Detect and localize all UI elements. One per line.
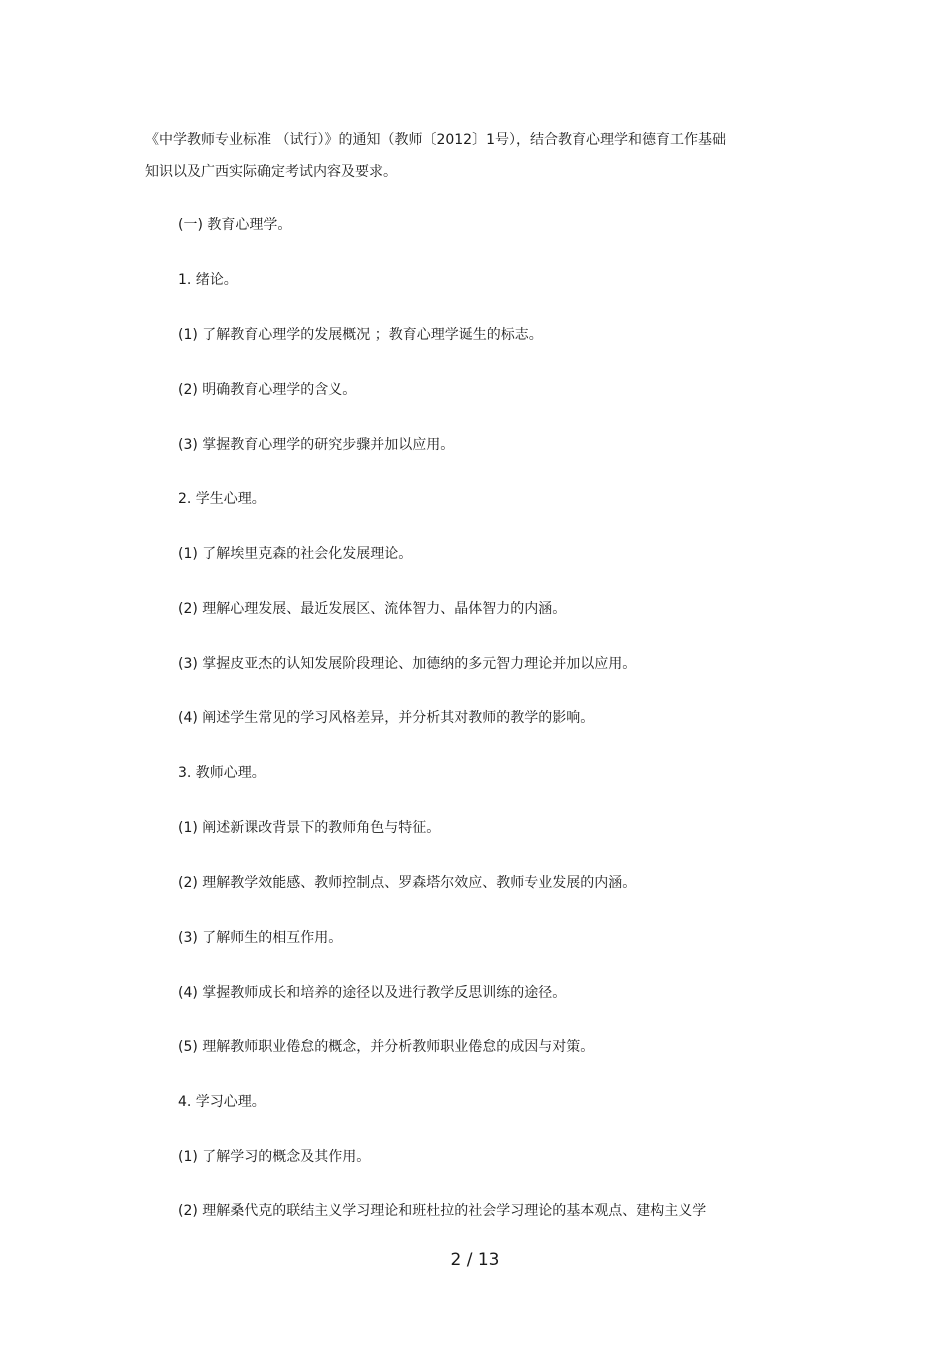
list-item: (1) 阐述新课改背景下的教师角色与特征。 xyxy=(178,820,441,836)
list-item: (2) 理解心理发展、最近发展区、流体智力、晶体智力的内涵。 xyxy=(178,601,567,617)
chapter-heading: 2. 学生心理。 xyxy=(178,491,266,507)
intro-paragraph xyxy=(145,124,805,188)
list-item: (3) 掌握教育心理学的研究步骤并加以应用。 xyxy=(178,437,455,453)
chapter-heading: 4. 学习心理。 xyxy=(178,1094,266,1110)
intro-line-2: 知识以及广西实际确定考试内容及要求。 xyxy=(145,164,397,180)
chapter-heading: 3. 教师心理。 xyxy=(178,765,266,781)
intro-line-1: 《中学教师专业标准 （试行）》的通知（教师〔2012〕1号），结合教育心理学和德育工作基础 xyxy=(145,132,726,148)
list-item: (1) 了解埃里克森的社会化发展理论。 xyxy=(178,546,413,562)
list-item: (3) 掌握皮亚杰的认知发展阶段理论、加德纳的多元智力理论并加以应用。 xyxy=(178,656,637,672)
list-item: (5) 理解教师职业倦怠的概念，并分析教师职业倦怠的成因与对策。 xyxy=(178,1039,595,1055)
list-item: (4) 掌握教师成长和培养的途径以及进行教学反思训练的途径。 xyxy=(178,985,567,1001)
chapter-heading: 1. 绪论。 xyxy=(178,272,238,288)
page-number: 2 / 13 xyxy=(450,1250,500,1270)
section-heading: (一) 教育心理学。 xyxy=(178,217,292,233)
list-item: (1) 了解学习的概念及其作用。 xyxy=(178,1149,371,1165)
list-item: (2) 明确教育心理学的含义。 xyxy=(178,382,357,398)
list-item: (3) 了解师生的相互作用。 xyxy=(178,930,343,946)
list-item: (2) 理解桑代克的联结主义学习理论和班杜拉的社会学习理论的基本观点、建构主义学 xyxy=(178,1203,707,1219)
list-item: (4) 阐述学生常见的学习风格差异，并分析其对教师的教学的影响。 xyxy=(178,710,595,726)
list-item: (1) 了解教育心理学的发展概况 ；教育心理学诞生的标志。 xyxy=(178,327,543,343)
list-item: (2) 理解教学效能感、教师控制点、罗森塔尔效应、教师专业发展的内涵。 xyxy=(178,875,637,891)
